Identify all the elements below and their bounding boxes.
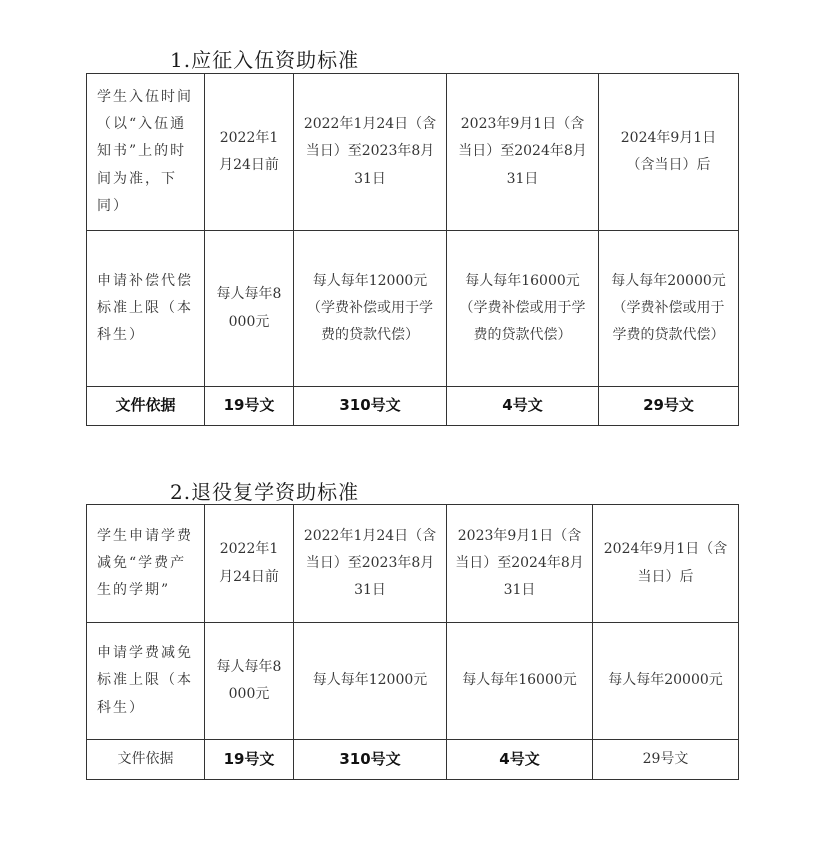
table-row — [87, 740, 739, 780]
table-row — [87, 231, 739, 387]
table-cell: 4号文 — [447, 740, 593, 780]
table-cell: 每人每年12000元（学费补偿或用于学费的贷款代偿） — [294, 231, 447, 387]
enlistment-time-header: 学生入伍时间（以“入伍通知书”上的时间为准，下同） — [87, 74, 205, 231]
table-cell: 每人每年20000元 — [593, 623, 739, 740]
document-basis-header: 文件依据 — [87, 740, 205, 780]
table-cell: 2023年9月1日（含当日）至2024年8月31日 — [447, 505, 593, 623]
tuition-waiver-limit-header: 申请学费减免标准上限（本科生） — [87, 623, 205, 740]
table-row — [87, 623, 739, 740]
table-cell: 每人每年16000元 — [447, 623, 593, 740]
section1-heading: 1.应征入伍资助标准 — [170, 48, 360, 72]
table-cell: 每人每年20000元（学费补偿或用于学费的贷款代偿） — [599, 231, 739, 387]
table-cell: 19号文 — [205, 387, 294, 426]
table-row — [87, 505, 739, 623]
table-cell: 310号文 — [294, 740, 447, 780]
table-cell: 2022年1月24日前 — [205, 505, 294, 623]
table-row — [87, 387, 739, 426]
table-cell: 310号文 — [294, 387, 447, 426]
table-cell: 4号文 — [447, 387, 599, 426]
tuition-semester-header: 学生申请学费减免“学费产生的学期” — [87, 505, 205, 623]
table-cell: 每人每年8000元 — [205, 623, 294, 740]
enlistment-funding-table — [86, 73, 739, 426]
compensation-limit-header: 申请补偿代偿标准上限（本科生） — [87, 231, 205, 387]
table-cell: 29号文 — [593, 740, 739, 780]
table-cell: 2022年1月24日（含当日）至2023年8月31日 — [294, 74, 447, 231]
table-row — [87, 74, 739, 231]
table-cell: 2024年9月1日（含当日）后 — [593, 505, 739, 623]
table-cell: 2022年1月24日前 — [205, 74, 294, 231]
document-basis-header: 文件依据 — [87, 387, 205, 426]
table-cell: 2024年9月1日（含当日）后 — [599, 74, 739, 231]
table-cell: 29号文 — [599, 387, 739, 426]
section2-heading: 2.退役复学资助标准 — [170, 480, 360, 504]
table-cell: 每人每年8000元 — [205, 231, 294, 387]
table-cell: 每人每年16000元（学费补偿或用于学费的贷款代偿） — [447, 231, 599, 387]
table-cell: 每人每年12000元 — [294, 623, 447, 740]
table-cell: 2023年9月1日（含当日）至2024年8月31日 — [447, 74, 599, 231]
return-study-funding-table — [86, 504, 739, 780]
table-cell: 19号文 — [205, 740, 294, 780]
table-cell: 2022年1月24日（含当日）至2023年8月31日 — [294, 505, 447, 623]
